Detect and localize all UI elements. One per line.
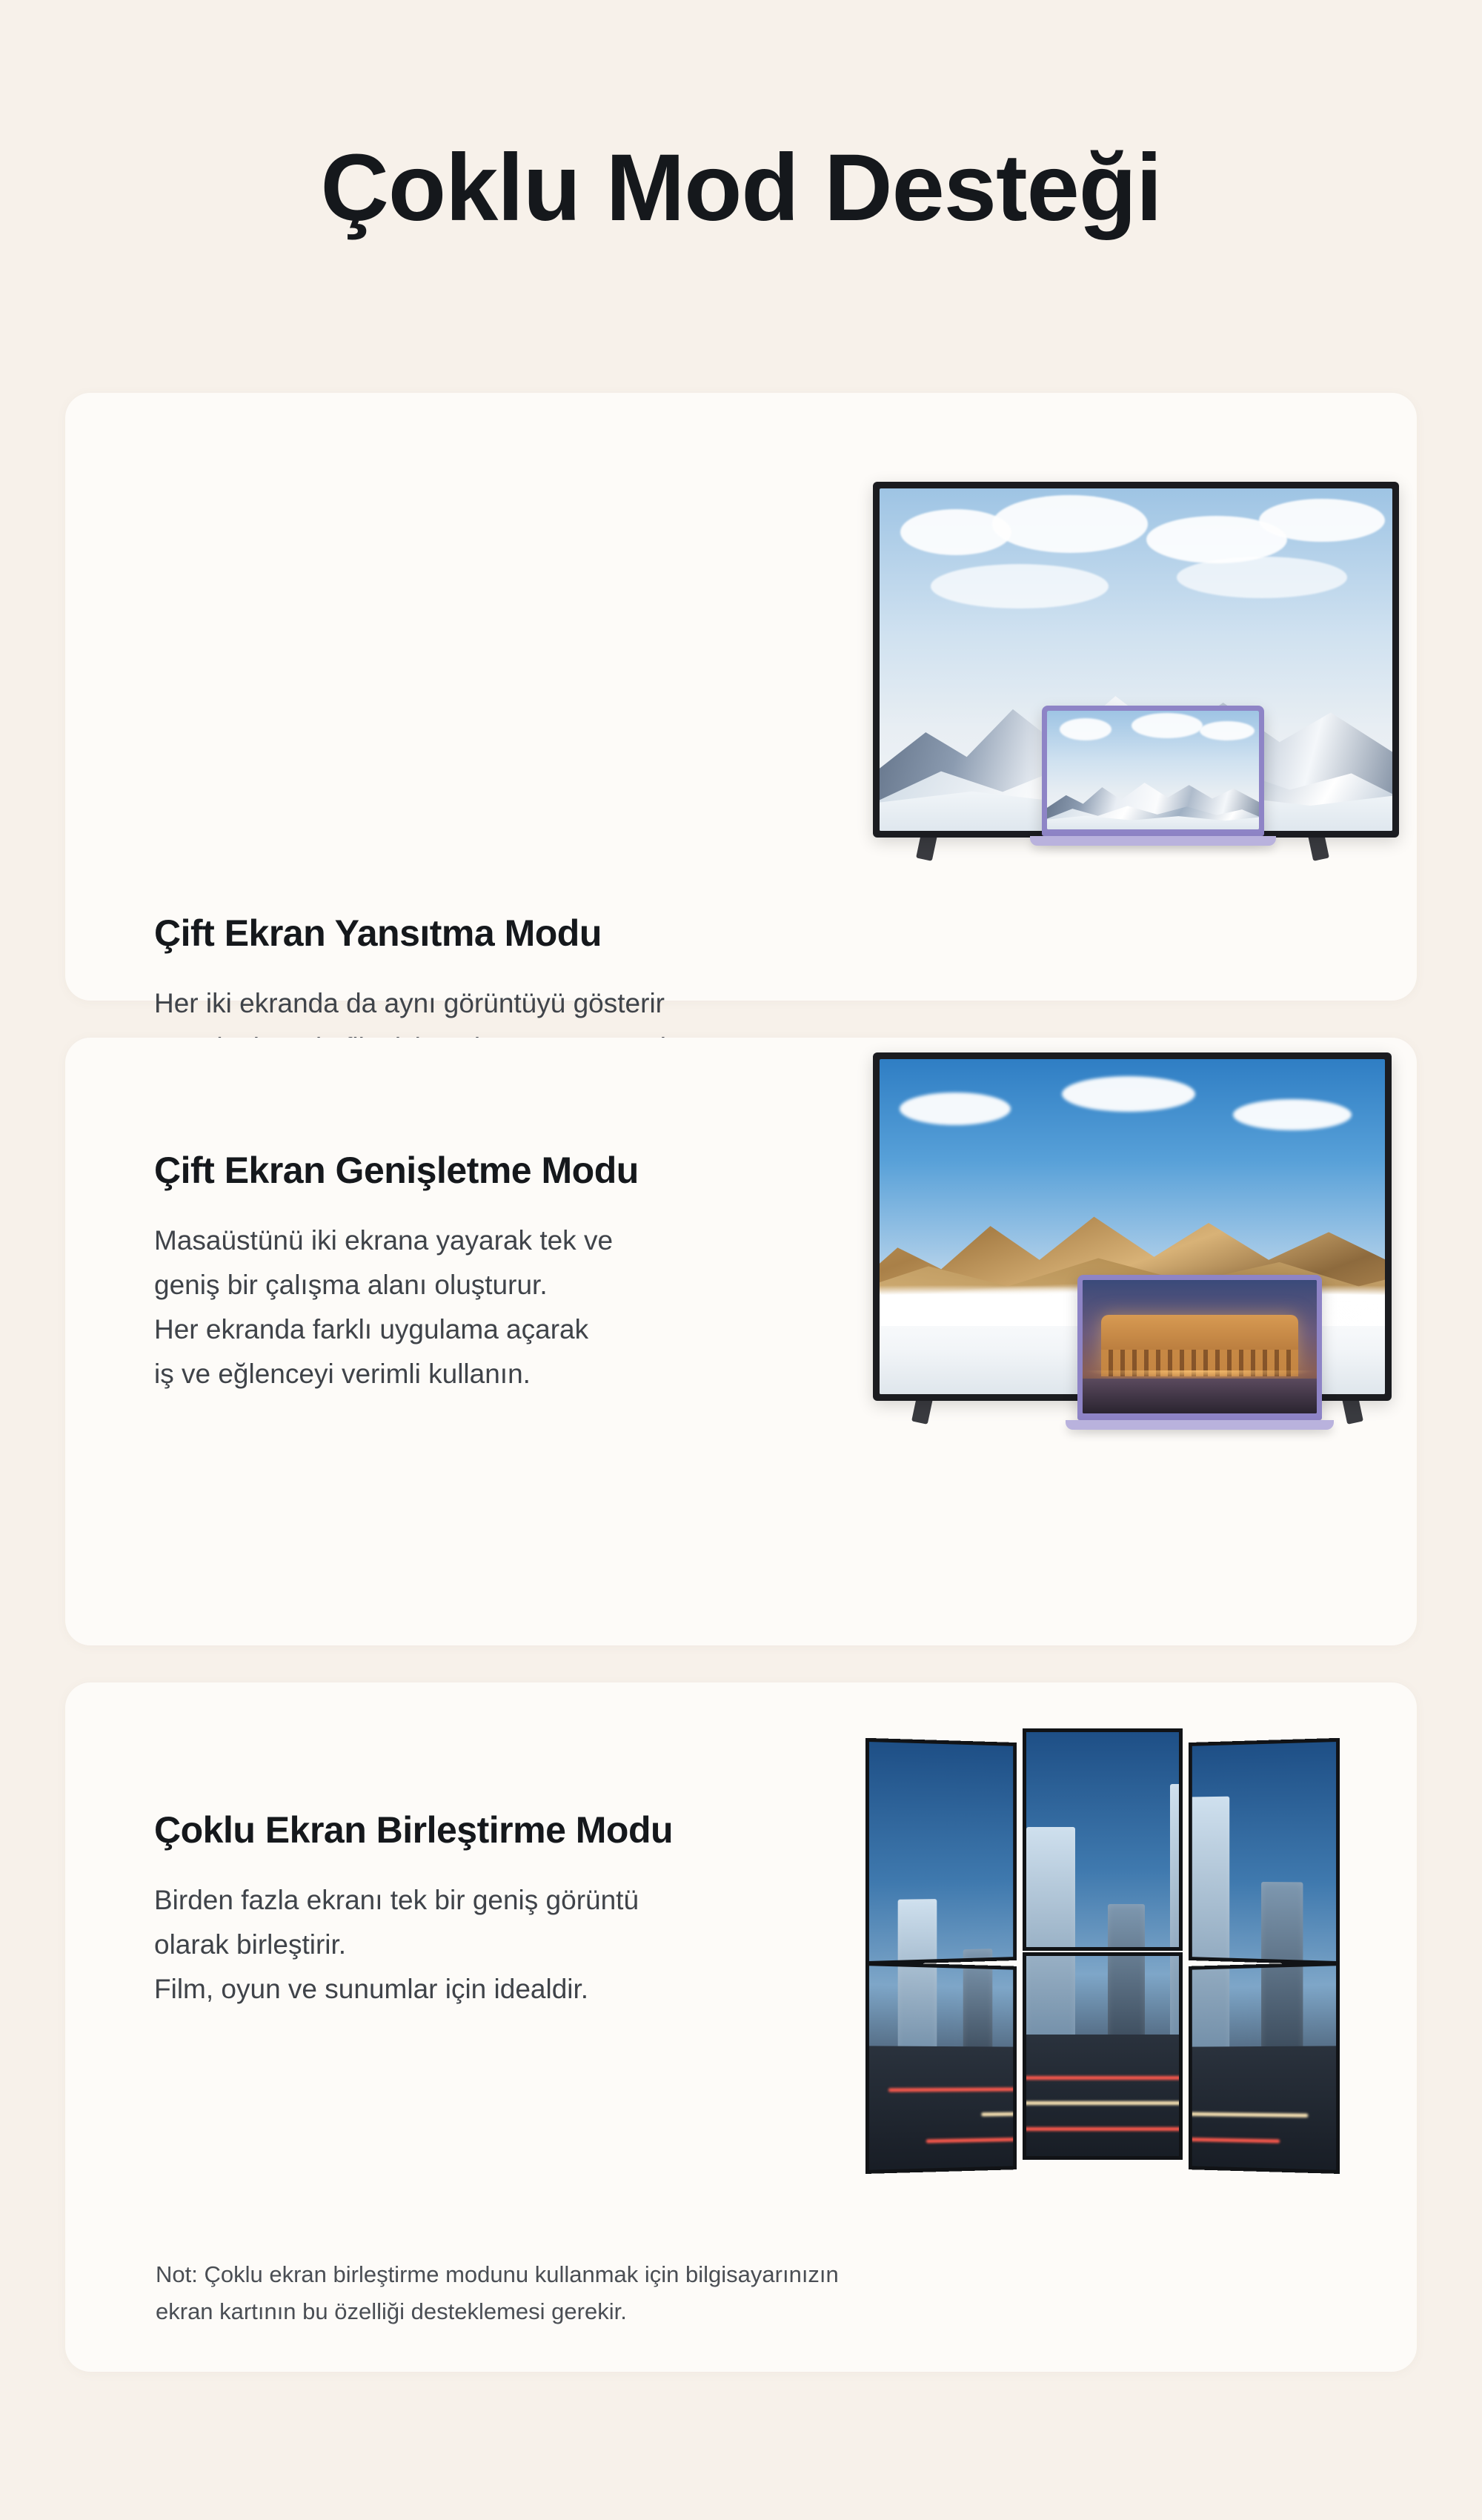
section-card-extend — [65, 1038, 1417, 1645]
wall-cell — [1023, 1728, 1183, 1951]
wall-cell-screen — [1026, 1956, 1179, 2156]
building — [898, 1899, 937, 1961]
wall-cell-screen — [1026, 1732, 1179, 1947]
illustration-video-wall — [851, 1720, 1369, 2194]
body-line: iş ve eğlenceyi verimli kullanın. — [154, 1358, 531, 1389]
highway — [1026, 2035, 1179, 2156]
section-heading-extend: Çift Ekran Genişletme Modu — [154, 1150, 639, 1191]
wall-cell-screen — [869, 1742, 1013, 1961]
wall-cell — [865, 1738, 1017, 1965]
building — [1261, 1882, 1303, 1961]
cloud — [1062, 1076, 1195, 1112]
scenery-city — [1192, 1966, 1336, 2169]
illustration-mirror — [851, 445, 1399, 956]
light-trail — [1026, 2127, 1179, 2131]
wall-cell — [1189, 1962, 1340, 2174]
cloud — [900, 1092, 1011, 1125]
body-line: Masaüstünü iki ekrana yayarak tek ve — [154, 1225, 614, 1256]
laptop-display-snow — [1047, 711, 1259, 829]
section-text-extend — [154, 1149, 639, 1396]
body-line: olarak birleştirir. — [154, 1929, 347, 1960]
highway — [869, 2046, 1013, 2169]
building — [1192, 1796, 1230, 1961]
cloud — [931, 564, 1109, 609]
body-line: Her iki ekranda da aynı görüntüyü gösterir — [154, 988, 665, 1018]
page-title: Çoklu Mod Desteği — [320, 135, 1162, 241]
laptop-lid — [1077, 1275, 1322, 1420]
laptop-base — [1030, 836, 1276, 846]
city-image-slice — [1192, 1742, 1336, 1961]
wall-cell — [1023, 1952, 1183, 2160]
wall-cell — [1189, 1738, 1340, 1965]
city-image-slice — [869, 1966, 1013, 2169]
light-trail — [981, 2109, 1013, 2117]
light-trail — [888, 2086, 1013, 2092]
plaza-glow — [1083, 1370, 1317, 1379]
illustration-extend — [865, 1052, 1414, 1631]
section-heading-mirror: Çift Ekran Yansıtma Modu — [154, 912, 602, 954]
highway — [1192, 2046, 1336, 2169]
body-line: geniş bir çalışma alanı oluşturur. — [154, 1269, 548, 1300]
light-trail — [926, 2133, 1014, 2143]
scenery-snow-mountain-small — [1047, 711, 1259, 829]
city-image-slice — [1026, 1956, 1179, 2156]
light-trail — [1026, 2076, 1179, 2080]
section-heading-multi: Çoklu Ekran Birleştirme Modu — [154, 1809, 674, 1851]
scenery-city — [869, 1966, 1013, 2169]
scenery-plaza-night — [1083, 1280, 1317, 1413]
section-body-multi — [154, 1878, 673, 2012]
laptop-display-plaza — [1083, 1280, 1317, 1413]
section-card-mirror — [65, 393, 1417, 1018]
cloud — [1132, 713, 1203, 738]
city-image-slice — [1026, 1732, 1179, 1947]
wall-cell — [865, 1962, 1017, 2174]
light-trail — [1026, 2101, 1179, 2105]
laptop-mirror — [1042, 706, 1264, 846]
building — [963, 1949, 992, 1961]
body-line: Her ekranda farklı uygulama açarak — [154, 1313, 589, 1344]
body-line: Film, oyun ve sunumlar için idealdir. — [154, 1973, 589, 2004]
cloud — [1060, 718, 1112, 740]
laptop-extend — [1077, 1275, 1322, 1430]
city-image-slice — [869, 1742, 1013, 1961]
note-line: Not: Çoklu ekran birleştirme modunu kullanmak için bilgisayarınızın — [156, 2261, 839, 2287]
section-body-extend — [154, 1218, 639, 1396]
section-note-multi — [156, 2256, 839, 2330]
scenery-city — [1026, 1732, 1179, 1947]
wall-cell-screen — [1192, 1742, 1336, 1961]
scenery-city — [1192, 1742, 1336, 1961]
scenery-city — [1026, 1956, 1179, 2156]
light-trail — [1192, 2133, 1280, 2143]
scenery-city — [869, 1742, 1013, 1961]
city-image-slice — [1192, 1966, 1336, 2169]
building — [1170, 1784, 1179, 1947]
section-card-multi — [65, 1682, 1417, 2372]
building — [1026, 1827, 1075, 1947]
body-line: Birden fazla ekranı tek bir geniş görüntü — [154, 1885, 639, 1915]
laptop-lid — [1042, 706, 1264, 836]
cloud — [1233, 1099, 1352, 1130]
section-text-multi — [154, 1808, 673, 2012]
cloud — [992, 495, 1148, 553]
wall-cell-screen — [869, 1966, 1013, 2169]
plaza-canal — [1083, 1379, 1317, 1413]
light-trail — [1192, 2110, 1309, 2118]
note-line: ekran kartının bu özelliği desteklemesi gerekir. — [156, 2298, 627, 2324]
cloud — [1177, 557, 1347, 598]
building — [1108, 1904, 1145, 1947]
cloud — [1200, 721, 1255, 740]
wall-cell-screen — [1192, 1966, 1336, 2169]
laptop-base — [1066, 1420, 1334, 1430]
cloud — [1259, 499, 1385, 542]
